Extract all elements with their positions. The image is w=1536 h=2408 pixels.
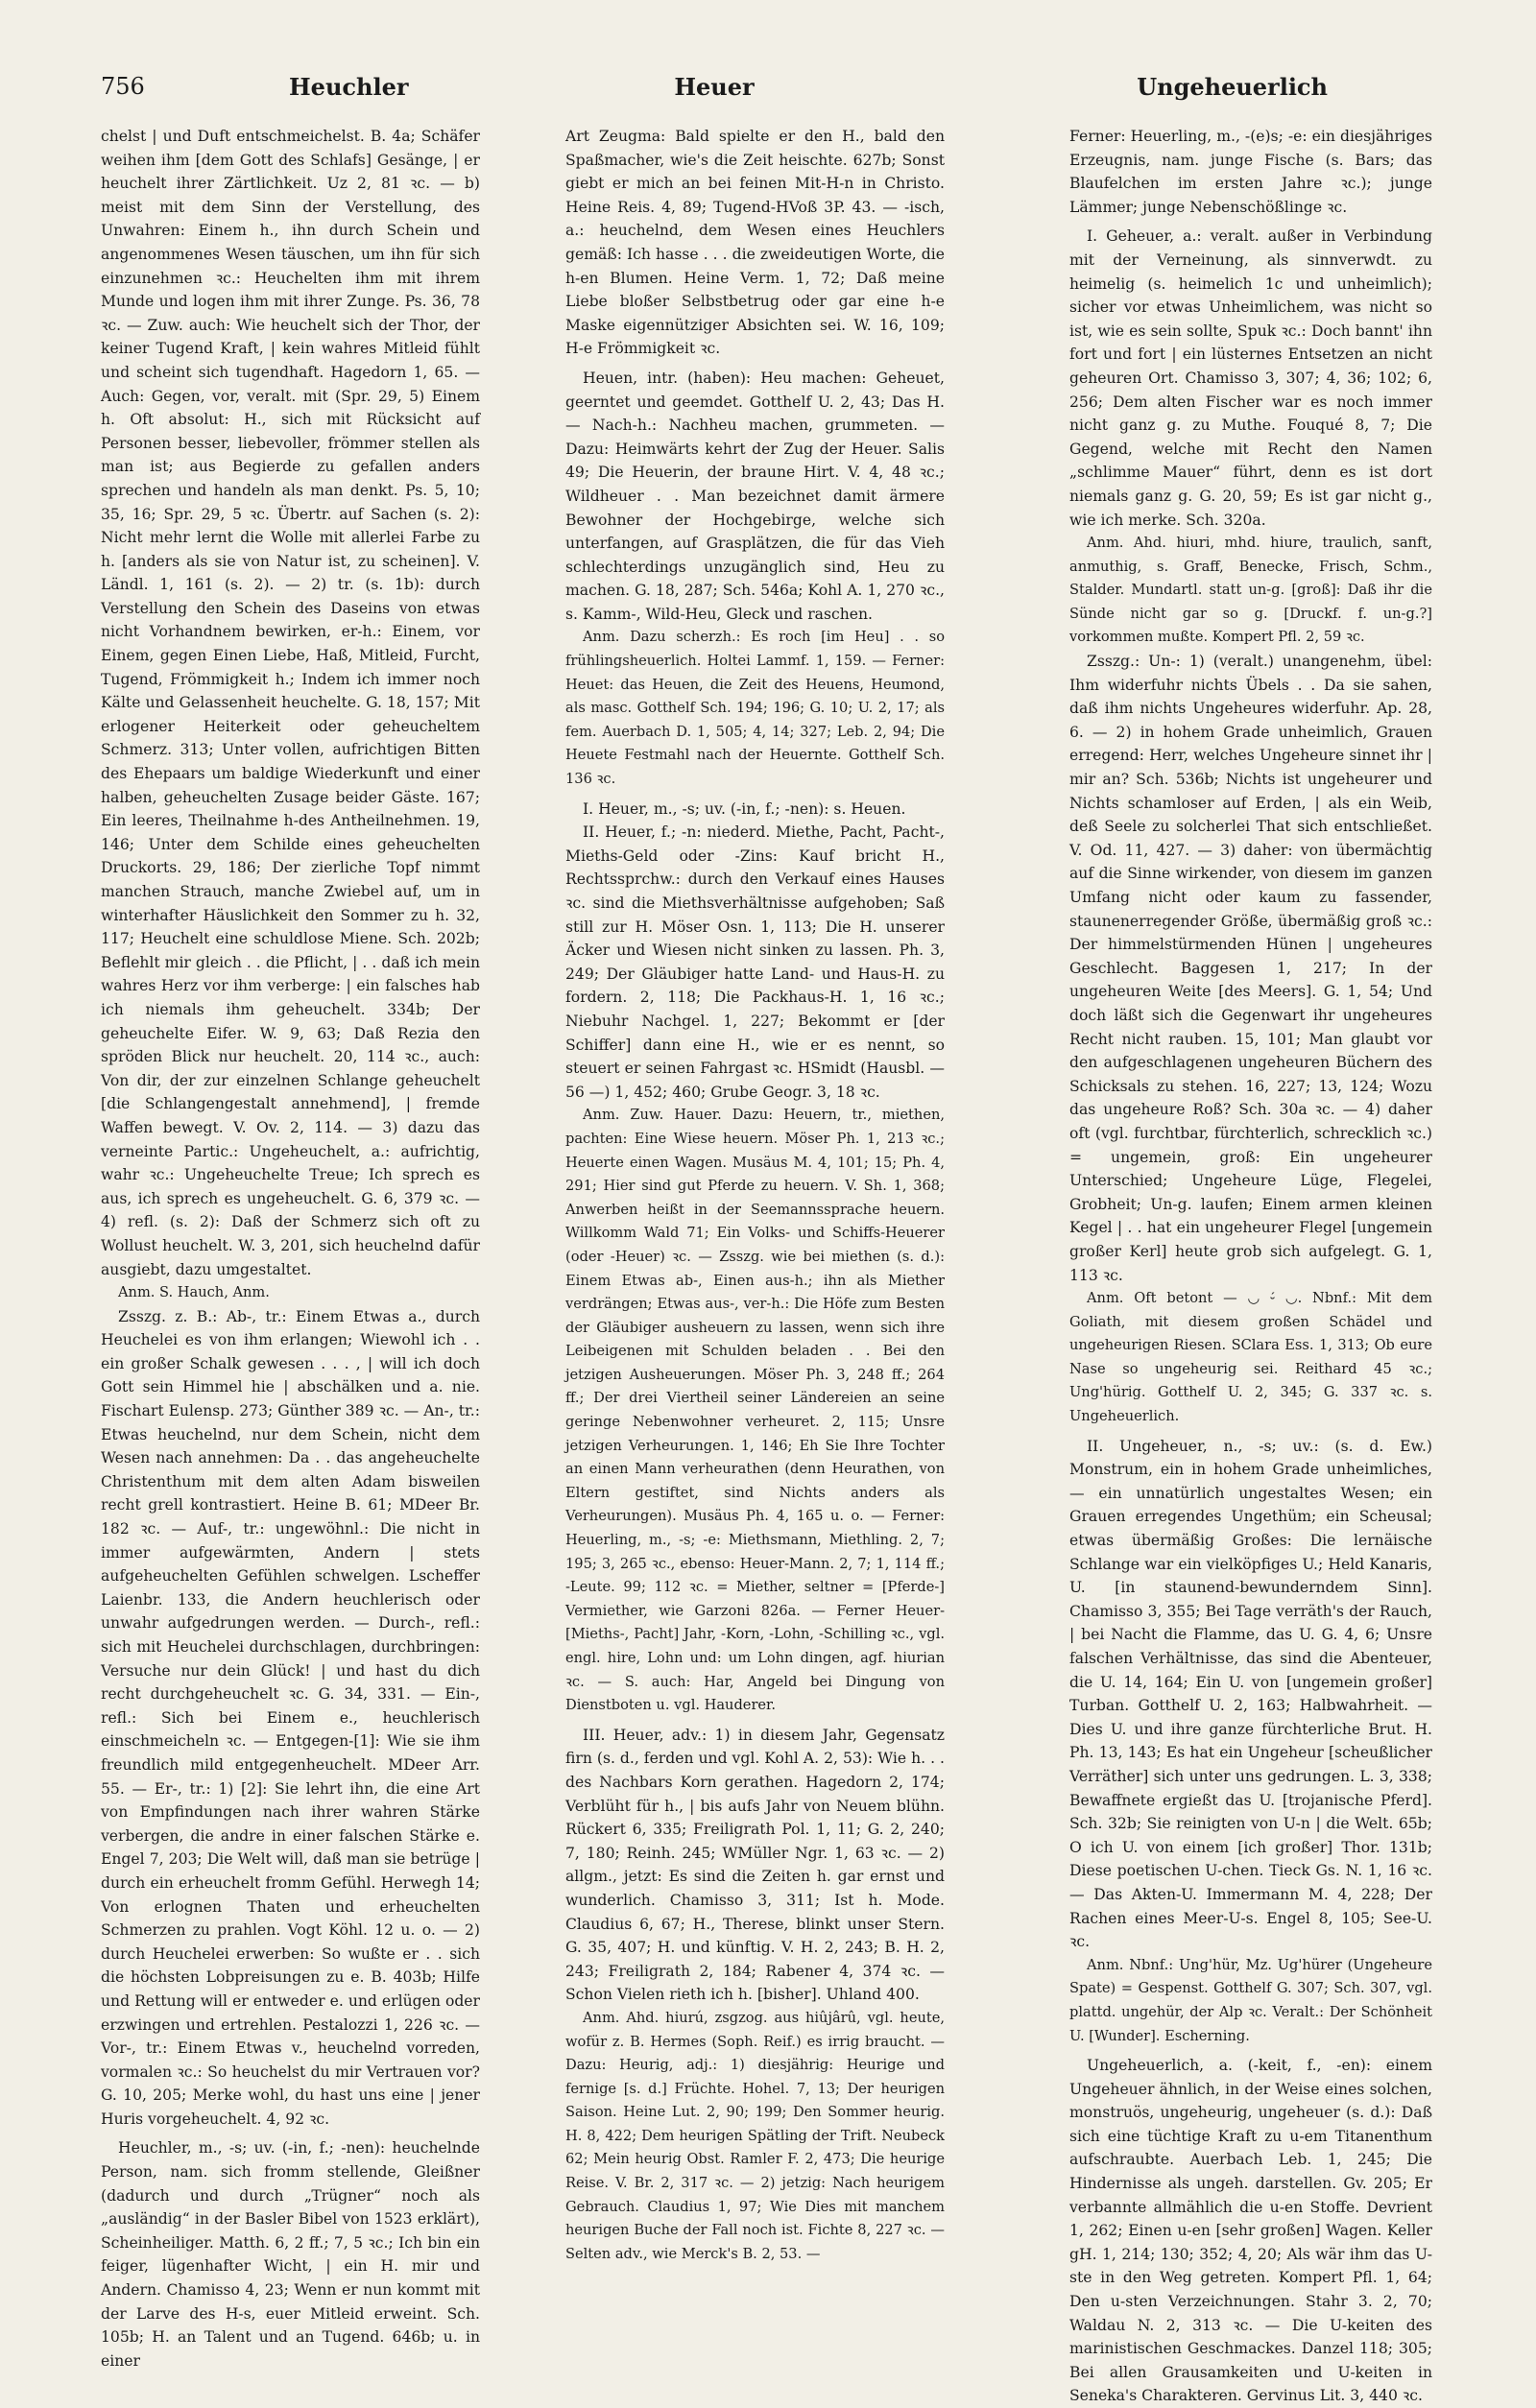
dictionary-paragraph: Anm. S. Hauch, Anm. — [118, 1284, 270, 1301]
dictionary-paragraph: chelst | und Duft entschmeichelst. B. 4a; Schäfer weihen ihm [dem Gott des Schlafs] Gesänge, | er heuchelt ihrer Zärtlichkeit. Uz 2, 81 ꝛc. — b) meist mit dem Sinn der Verstellung, des Unwahren: Einem h., ihn durch Schein und angenommenes Wesen täuschen, um ihn für sich einzunehmen ꝛc.: Heuchelten ihm mit ihrem Munde und logen ihm mit ihrer Zunge. Ps. 36, 78 ꝛc. — Zuw. auch: Wie heuchelt sich der Thor, der keiner Tugend Kraft, | kein wahres Mitleid fühlt und scheint sich tugendhaft. Hagedorn 1, 65. — Auch: Gegen, vor, veralt. mit (Spr. 29, 5) Einem h. Oft absolut: H., sich mit Rücksicht auf Personen besser, liebevoller, frömmer stellen als man ist; aus Begierde zu gefallen anders sprechen und handeln als man denkt. Ps. 5, 10; 35, 16; Spr. 29, 5 ꝛc. Übertr. auf Sachen (s. 2): Nicht mehr lernt die Wolle mit allerlei Farbe zu h. [anders als sie von Natur ist, zu scheinen]. V. Ländl. 1, 161 (s. 2). — 2) tr. (s. 1b): durch Verstellung den Schein des Daseins von etwas nicht Vorhandnem bewirken, er-h.: Einem, vor Einem, gegen Einen Liebe, Haß, Mitleid, Furcht, Tugend, Frömmigkeit h.; Indem ich immer noch Kälte und Gelassenheit heuchelte. G. 18, 157; Mit erlogener Heiterkeit oder geheucheltem Schmerz. 313; Unter vollen, aufrichtigen Bitten des Ehepaars um baldige Wiederkunft und einer halben, geheuchelten Zusage beider Gäste. 167; Ein leeres, Theilnahme h-des Antheilnehmen. 19, 146; Unter dem Schilde eines geheuchelten Druckorts. 29, 186; Der zierliche Topf nimmt manchen Strauch, manche Zwiebel auf, um in winterhafter Häuslichkeit den Sommer zu h. 32, 117; Heuchelt eine schuldlose Miene. Sch. 202b; Beflehlt mir gleich . . die Pflicht, | . . daß ich mein wahres Herz vor ihm verberge: | ein falsches hab ich niemals ihm geheuchelt. 334b; Der geheuchelte Eifer. W. 9, 63; Daß Rezia den spröden Blick nur heuchelt. 20, 114 ꝛc., auch: Von dir, der zur einzelnen Schlange geheuchelt [die Schlangengestalt annehmend], | fremde Waffen bewegt. V. Ov. 2, 114. — 3) dazu das verneinte Partic.: Ungeheuchelt, a.: aufrichtig, wahr ꝛc.: Ungeheuchelte Treue; Ich sprech es aus, ich sprech es ungeheuchelt. G. 6, 379 ꝛc. — 4) refl. (s. 2): Daß der Schmerz sich oft zu Wollust heuchelt. W. 3, 201, sich heuchelnd dafür ausgiebt, dazu umgestaltet. — [101, 128, 480, 1278]
dictionary-paragraph: Heuen, intr. (haben): Heu machen: Geheuet, geerntet und geemdet. Gotthelf U. 2, 43; Das H. — Nach-h.: Nachheu machen, grummeten. — Dazu: Heimwärts kehrt der Zug der Heuer. Salis 49; Die Heuerin, der braune Hirt. V. 4, 48 ꝛc.; Wildheuer . . Man bezeichnet damit ärmere Bewohner der Hochgebirge, welche sich unterfangen, auf Grasplätzen, die für das Vieh schlechterdings unzugänglich sind, Heu zu machen. G. 18, 287; Sch. 546a; Kohl A. 1, 270 ꝛc., s. Kamm-, Wild-Heu, Gleck und raschen. — [565, 369, 945, 623]
dictionary-paragraph: III. Heuer, adv.: 1) in diesem Jahr, Gegensatz firn (s. d., ferden und vgl. Kohl A. 2, 53): Wie h. . . des Nachbars Korn gerathen. Hagedorn 2, 174; Verblüht für h., | bis aufs Jahr von Neuem blühn. Rückert 6, 335; Freiligrath Pol. 1, 11; G. 2, 240; 7, 180; Reinh. 245; WMüller Ngr. 1, 63 ꝛc. — 2) allgm., jetzt: Es sind die Zeiten h. gar ernst und wunderlich. Chamisso 3, 311; Ist h. Mode. Claudius 6, 67; H., Therese, blinkt unser Stern. G. 35, 407; H. und künftig. V. H. 2, 243; B. H. 2, 243; Freiligrath 2, 184; Rabener 4, 374 ꝛc. — Schon Vielen rieth ich h. [bisher]. Uhland 400. — [565, 1726, 945, 2004]
header-right-word: Ungeheuerlich — [1137, 73, 1328, 101]
header-left-word: Heuchler — [289, 73, 409, 101]
dictionary-paragraph: Anm. Nbnf.: Ung'hür, Mz. Ug'hürer (Ungeheure Spate) = Gespenst. Gotthelf G. 307; Sch. 307, vgl. plattd. ungehür, der Alp ꝛc. Veralt.: Der Schönheit U. [Wunder]. Escherning. — [1069, 1956, 1432, 2044]
dictionary-paragraph: Zsszg.: Un-: 1) (veralt.) unangenehm, übel: Ihm widerfuhr nichts Übels . . Da sie sahen, daß ihm nichts Ungeheures widerfuhr. Ap. 28, 6. — 2) in hohem Grade unheimlich, Grauen erregend: Herr, welches Ungeheure sinnet ihr | mir an? Sch. 536b; Nichts ist ungeheurer und Nichts schamloser auf Erden, | als ein Weib, deß Seele zu solcherlei That sich entschließet. V. Od. 11, 427. — 3) daher: von übermächtig auf die Sinne wirkender, von diesem im ganzen Umfang nicht oder kaum zu fassender, staunenerregender Größe, übermäßig groß ꝛc.: Der himmelstürmenden Hünen | ungeheures Geschlecht. Baggesen 1, 217; In der ungeheuren Weite [des Meers]. G. 1, 54; Und doch läßt sich die Gegenwart ihr ungeheures Recht nicht rauben. 15, 101; Man glaubt vor den aufgeschlagenen ungeheuren Büchern des Schicksals zu stehen. 16, 227; 13, 124; Wozu das ungeheure Roß? Sch. 30a ꝛc. — 4) daher oft (vgl. furchtbar, fürchterlich, schrecklich ꝛc.) = ungemein, groß: Ein ungeheurer Unterschied; Ungeheure Lüge, Flegelei, Grobheit; Un-g. laufen; Einem armen kleinen Kegel | . . hat ein ungeheurer Flegel [ungemein großer Kerl] heute grob sich aufgelegt. G. 1, 113 ꝛc. — [1069, 653, 1432, 1284]
header-center-word: Heuer — [674, 73, 755, 101]
column-middle — [565, 125, 945, 2262]
dictionary-paragraph: Heuchler, m., -s; uv. (-in, f.; -nen): heuchelnde Person, nam. sich fromm stellende, Gleißner (dadurch und durch „Trügner“ noch als „ausländig“ in der Basler Bibel von 1523 erklärt), Scheinheiliger. Matth. 6, 2 ff.; 7, 5 ꝛc.; Ich bin ein feiger, lügenhafter Wicht, | ein H. mir und Andern. Chamisso 4, 23; Wenn er nun kommt mit der Larve des H-s, euer Mitleid erweint. Sch. 105b; H. an Talent und an Tugend. 646b; u. in einer — [101, 2139, 480, 2370]
dictionary-paragraph: Anm. Ahd. hiuri, mhd. hiure, traulich, sanft, anmuthig, s. Graff, Benecke, Frisch, Schm., Stalder. Mundartl. statt un-g. [groß]: Daß ihr die Sünde nicht gar so g. [Druckf. f. un-g.?] vorkommen mußte. Kompert Pfl. 2, 59 ꝛc. — [1069, 535, 1432, 646]
dictionary-paragraph: I. Geheuer, a.: veralt. außer in Verbindung mit der Verneinung, als sinnverwdt. zu heimelig (s. heimelich 1c und unheimlich); sicher vor etwas Unheimlichem, was nicht so ist, wie es sein sollte, Spuk ꝛc.: Doch bannt' ihn fort und fort | ein lüsternes Entsetzen an nicht geheuren Ort. Chamisso 3, 307; 4, 36; 102; 6, 256; Dem alten Fischer war es noch immer nicht ganz g. zu Muthe. Fouqué 8, 7; Die Gegend, welche mit Recht den Namen „schlimme Mauer“ führt, denn es ist dort niemals ganz g. G. 20, 59; Es ist gar nicht g., wie ich merke. Sch. 320a. — [1069, 227, 1432, 529]
running-header — [101, 63, 1328, 102]
dictionary-paragraph: Anm. Ahd. hiurú, zsgzog. aus hiûjârû, vgl. heute, wofür z. B. Hermes (Soph. Reif.) es irrig braucht. — Dazu: Heurig, adj.: 1) diesjährig: Heurige und fernige [s. d.] Früchte. Hohel. 7, 13; Der heurigen Saison. Heine Lut. 2, 90; 199; Den Sommer heurig. H. 8, 422; Dem heurigen Spätling der Trift. Neubeck 62; Mein heurig Obst. Ramler F. 2, 473; Die heurige Reise. V. Br. 2, 317 ꝛc. — 2) jetzig: Nach heurigem Gebrauch. Claudius 1, 97; Wie Dies mit manchem heurigen Buche der Fall noch ist. Fichte 8, 227 ꝛc. — Selten adv., wie Merck's B. 2, 53. — — [565, 2009, 945, 2262]
dictionary-paragraph: Anm. Zuw. Hauer. Dazu: Heuern, tr., miethen, pachten: Eine Wiese heuern. Möser Ph. 1, 213 ꝛc.; Heuerte einen Wagen. Musäus M. 4, 101; 15; Ph. 4, 291; Hier sind gut Pferde zu heuern. V. Sh. 1, 368; Anwerben heißt in der Seemannssprache heuern. Willkomm Wald 71; Ein Volks- und Schiffs-Heuerer (oder -Heuer) ꝛc. — Zsszg. wie bei miethen (s. d.): Einem Etwas ab-, Einen aus-h.; ihn als Miether verdrängen; Etwas aus-, ver-h.: Die Höfe zum Besten der Gläubiger ausheuern zu lassen, wenn sich ihre Leibeigenen mit Schulden beladen . . Bei den jetzigen Ausheuerungen. Möser Ph. 3, 248 ff.; 264 ff.; Der drei Viertheil seiner Ländereien an seine geringe Nebenwohner verheuret. 2, 115; Unsre jetzigen Verheurungen. 1, 146; Eh Sie Ihre Tochter an einen Mann verheurathen (denn Heurathen, von Eltern gestiftet, sind Nichts anders als Verheurungen). Musäus Ph. 4, 165 u. o. — Ferner: Heuerling, m., -s; -e: Miethsmann, Miethling. 2, 7; 195; 3, 265 ꝛc., ebenso: Heuer-Mann. 2, 7; 1, 114 ff.; -Leute. 99; 112 ꝛc. = Miether, seltner = [Pferde-] Vermiether, wie Garzoni 826a. — Ferner Heuer-[Mieths-, Pacht] Jahr, -Korn, -Lohn, -Schilling ꝛc., vgl. engl. hire, Lohn und: um Lohn dingen, agf. hiurian ꝛc. — S. auch: Har, Angeld bei Dingung von Dienstboten u. vgl. Hauderer. — [565, 1107, 945, 1714]
dictionary-paragraph: II. Ungeheuer, n., -s; uv.: (s. d. Ew.) Monstrum, ein in hohem Grade unheimliches, — ein unnatürlich ungestaltes Wesen; ein Grauen erregendes Ungethüm; ein Scheusal; etwas übermäßig Großes: Die lernäische Schlange war ein vielköpfiges U.; Held Kanaris, U. [in staunend-bewunderndem Sinn]. Chamisso 3, 355; Bei Tage verräth's der Rauch, | bei Nacht die Flamme, das U. G. 4, 6; Unsre falschen Verhältnisse, das sind die Abenteuer, die U. 14, 164; Ein U. von [ungemein großer] Turban. Gotthelf U. 2, 163; Halbwahrheit. — Dies U. und ihre ganze fürchterliche Brut. H. Ph. 13, 143; Es hat ein Ungeheur [scheußlicher Verräther] sich unter uns gedrungen. L. 3, 338; Bewaffnete ergießt das U. [trojanische Pferd]. Sch. 32b; Sie reinigten von U-n | die Welt. 65b; O ich U. von einem [ich großer] Thor. 131b; Diese poetischen U-chen. Tieck Gs. N. 1, 16 ꝛc. — Das Akten-U. Immermann M. 4, 228; Der Rachen eines Meer-U-s. Engel 8, 105; See-U. ꝛc. — [1069, 1437, 1432, 1951]
dictionary-paragraph: Anm. Dazu scherzh.: Es roch [im Heu] . . so frühlingsheuerlich. Holtei Lammf. 1, 159. — Ferner: Heuet: das Heuen, die Zeit des Heuens, Heumond, als masc. Gotthelf Sch. 194; 196; G. 10; U. 2, 17; als fem. Auerbach D. 1, 505; 4, 14; 327; Leb. 2, 94; Die Heuete Festmahl nach der Heuernte. Gotthelf Sch. 136 ꝛc. — [565, 629, 945, 788]
dictionary-paragraph: Art Zeugma: Bald spielte er den H., bald den Spaßmacher, wie's die Zeit heischte. 627b; Sonst giebt er mich an bei feinen Mit-H-n in Christo. Heine Reis. 4, 89; Tugend-HVoß 3P. 43. — -isch, a.: heuchelnd, dem Wesen eines Heuchlers gemäß: Ich hasse . . . die zweideutigen Worte, die h-en Blumen. Heine Verm. 1, 72; Daß meine Liebe bloßer Selbstbetrug oder gar eine h-e Maske eigennütziger Absichten sei. W. 16, 109; H-e Frömmigkeit ꝛc. — [565, 128, 945, 358]
dictionary-paragraph: I. Heuer, m., -s; uv. (-in, f.; -nen): s. Heuen. — [583, 799, 906, 818]
dictionary-paragraph: Zsszg. z. B.: Ab-, tr.: Einem Etwas a., durch Heuchelei es von ihm erlangen; Wiewohl ich . . ein großer Schalk gewesen . . . , | will ich doch Gott sein Himmel hie | abschälken und a. nie. Fischart Eulensp. 273; Günther 389 ꝛc. — An-, tr.: Etwas heuchelnd, nur dem Schein, nicht dem Wesen nach annehmen: Da . . das angeheuchelte Christenthum mit dem alten Adam bisweilen recht grell kontrastiert. Heine B. 61; MDeer Br. 182 ꝛc. — Auf-, tr.: ungewöhnl.: Die nicht in immer aufgewärmten, Andern | stets aufgeheuchelten Gefühlen schwelgen. Lscheffer Laienbr. 133, die Andern heuchlerisch oder unwahr aufgedrungen werden. — Durch-, refl.: sich mit Heuchelei durchschlagen, durchbringen: Versuche nur dein Glück! | und hast du dich recht durchgeheuchelt ꝛc. G. 34, 331. — Ein-, refl.: Sich bei Einem e., heuchlerisch einschmeicheln ꝛc. — Entgegen-[1]: Wie sie ihm freundlich mild entgegenheuchelt. MDeer Arr. 55. — Er-, tr.: 1) [2]: Sie lehrt ihn, die eine Art von Empfindungen nach ihrer wahren Stärke verbergen, die andre in einer falschen Stärke e. Engel 7, 203; Die Welt will, daß man sie betrüge | durch ein erheuchelt fromm Gefühl. Herwegh 14; Von erlognen Thaten und erheuchelten Schmerzen zu prahlen. Vogt Köhl. 12 u. o. — 2) durch Heuchelei erwerben: So wußte er . . sich die höchsten Lobpreisungen zu e. B. 403b; Hilfe und Rettung will er entweder e. und erlügen oder erzwingen und ertrehlen. Pestalozzi 1, 226 ꝛc. — Vor-, tr.: Einem Etwas v., heuchelnd vorreden, vormalen ꝛc.: So heuchelst du mir Vertrauen vor? G. 10, 205; Merke wohl, du hast uns eine | jener Huris vorgeheuchelt. 4, 92 ꝛc. — [101, 1307, 480, 2128]
dictionary-paragraph: Ferner: Heuerling, m., -(e)s; -e: ein diesjähriges Erzeugnis, nam. junge Fische (s. Bars; das Blaufelchen im ersten Jahre ꝛc.); junge Lämmer; junge Nebenschößlinge ꝛc. — [1069, 128, 1432, 216]
dictionary-paragraph: II. Heuer, f.; -n: niederd. Miethe, Pacht, Pacht-, Mieths-Geld oder -Zins: Kauf bricht H., Rechtssprchw.: durch den Verkauf eines Hauses ꝛc. sind die Miethsverhältnisse aufgehoben; Saß still zur H. Möser Osn. 1, 113; Die H. unserer Äcker und Wiesen nicht sinken zu lassen. Ph. 3, 249; Der Gläubiger hatte Land- und Haus-H. zu fordern. 2, 118; Die Packhaus-H. 1, 16 ꝛc.; Niebuhr Nachgel. 1, 227; Bekommt er [der Schiffer] dann eine H., wie er es nennt, so steuert er seinen Fahrgast ꝛc. HSmidt (Hausbl. — 56 —) 1, 452; 460; Grube Geogr. 3, 18 ꝛc. — [565, 823, 945, 1101]
dictionary-paragraph: Ungeheuerlich, a. (-keit, f., -en): einem Ungeheuer ähnlich, in der Weise eines solchen, monstruös, ungeheurig, ungeheuer (s. d.): Daß sich eine tüchtige Kraft zu u-em Titanenthum aufschraubte. Auerbach Leb. 1, 245; Die Hindernisse als ungeh. darstellen. Gv. 205; Er verbannte allmählich die u-en Stoffe. Devrient 1, 262; Einen u-en [sehr großen] Wagen. Keller gH. 1, 214; 130; 352; 4, 20; Als wär ihm das U-ste in den Weg getreten. Kompert Pfl. 1, 64; Den u-sten Verzeichnungen. Stahr 3. 2, 70; Waldau N. 2, 313 ꝛc. — Die U-keiten des marinistischen Geschmackes. Danzel 118; 305; Bei allen Grausamkeiten und U-keiten in Seneka's Charakteren. Gervinus Lit. 3, 440 ꝛc. — [1069, 2057, 1432, 2405]
dictionary-paragraph: Anm. Oft betont — ◡ ⏑́ ◡. Nbnf.: Mit dem Goliath, mit diesem großen Schädel und ungeheurigen Riesen. SClara Ess. 1, 313; Ob eure Nase so ungeheurig sei. Reithard 45 ꝛc.; Ung'hürig. Gotthelf U. 2, 345; G. 337 ꝛc. s. Ungeheuerlich. — [1069, 1290, 1432, 1425]
page-number: 756 — [101, 73, 145, 100]
column-right — [1069, 125, 1432, 2405]
column-left — [101, 125, 480, 2370]
